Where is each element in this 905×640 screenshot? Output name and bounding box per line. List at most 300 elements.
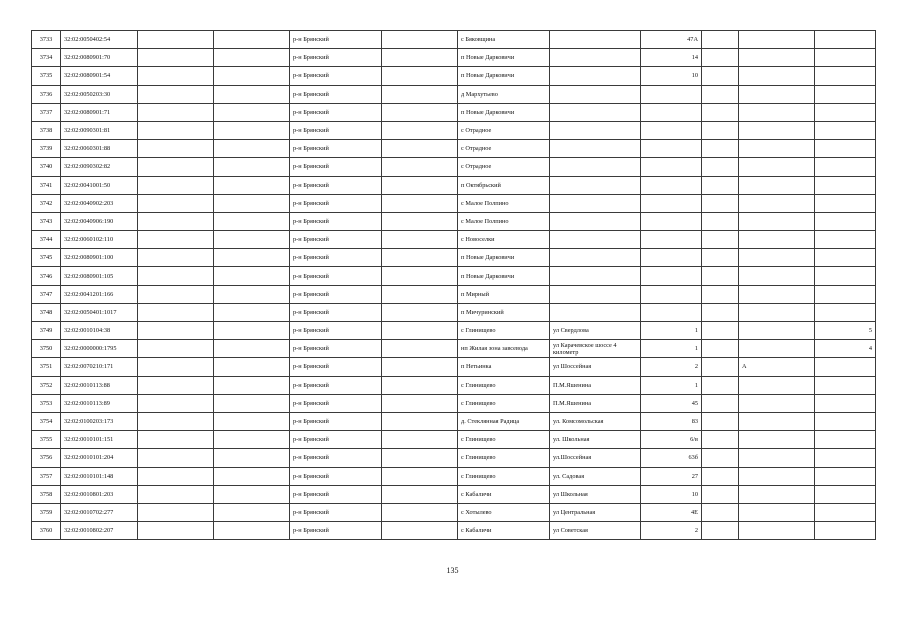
table-cell: 32:02:0010702:277: [61, 503, 138, 521]
table-cell: с Глинищево: [458, 394, 550, 412]
table-cell: 5: [815, 322, 876, 340]
table-cell: р-н Брянский: [290, 49, 382, 67]
table-cell: 32:02:0060102:110: [61, 231, 138, 249]
table-cell: [214, 67, 290, 85]
table-cell: д. Стеклянная Радица: [458, 412, 550, 430]
table-cell: 4Е: [641, 503, 702, 521]
table-cell: 3751: [32, 358, 61, 376]
table-cell: с Глинищево: [458, 449, 550, 467]
table-cell: [382, 322, 458, 340]
table-cell: р-н Брянский: [290, 376, 382, 394]
table-cell: д Мархутьево: [458, 85, 550, 103]
table-row: [32, 303, 876, 321]
table-row: [32, 340, 876, 358]
table-cell: [138, 431, 214, 449]
table-cell: [214, 449, 290, 467]
table-cell: р-н Брянский: [290, 449, 382, 467]
table-cell: 3754: [32, 412, 61, 430]
table-cell: 32:02:0000000:1795: [61, 340, 138, 358]
table-cell: [702, 358, 739, 376]
table-cell: [550, 194, 641, 212]
table-cell: [739, 212, 815, 230]
table-cell: 32:02:0010101:148: [61, 467, 138, 485]
table-cell: [815, 412, 876, 430]
table-cell: п Нетьинка: [458, 358, 550, 376]
table-row: [32, 176, 876, 194]
table-cell: [138, 67, 214, 85]
table-cell: [214, 394, 290, 412]
table-cell: [815, 231, 876, 249]
table-cell: [702, 485, 739, 503]
table-cell: [550, 285, 641, 303]
table-cell: п Новые Дарковичи: [458, 103, 550, 121]
table-cell: ул Карачевское шоссе 4 километр: [550, 340, 641, 358]
table-row: [32, 212, 876, 230]
table-cell: [138, 31, 214, 49]
table-cell: [138, 394, 214, 412]
table-cell: [739, 31, 815, 49]
table-cell: с Глинищево: [458, 467, 550, 485]
table-cell: [214, 522, 290, 540]
table-cell: [382, 103, 458, 121]
table-cell: [382, 285, 458, 303]
table-cell: ул Школьная: [550, 485, 641, 503]
table-cell: [815, 394, 876, 412]
table-cell: [739, 303, 815, 321]
table-cell: с Глинищево: [458, 376, 550, 394]
table-cell: р-н Брянский: [290, 522, 382, 540]
table-cell: 3742: [32, 194, 61, 212]
table-cell: 3736: [32, 85, 61, 103]
table-cell: р-н Брянский: [290, 31, 382, 49]
table-row: [32, 431, 876, 449]
table-cell: [550, 121, 641, 139]
table-cell: [702, 340, 739, 358]
table-cell: 3760: [32, 522, 61, 540]
table-cell: [382, 394, 458, 412]
table-cell: [641, 231, 702, 249]
table-cell: 32:02:0080901:70: [61, 49, 138, 67]
table-row: [32, 231, 876, 249]
table-cell: [739, 49, 815, 67]
table-cell: 1: [641, 376, 702, 394]
table-cell: [702, 449, 739, 467]
table-cell: 3743: [32, 212, 61, 230]
table-cell: [702, 231, 739, 249]
table-cell: 32:02:0050203:30: [61, 85, 138, 103]
table-cell: р-н Брянский: [290, 503, 382, 521]
table-cell: [214, 249, 290, 267]
table-cell: [815, 158, 876, 176]
table-cell: [739, 412, 815, 430]
table-cell: [138, 231, 214, 249]
table-cell: [739, 194, 815, 212]
table-cell: 3756: [32, 449, 61, 467]
table-cell: [739, 431, 815, 449]
table-cell: 32:02:0010113:88: [61, 376, 138, 394]
table-cell: [739, 249, 815, 267]
table-cell: [815, 503, 876, 521]
table-row: [32, 121, 876, 139]
table-cell: [214, 49, 290, 67]
table-cell: 83: [641, 412, 702, 430]
table-cell: 32:02:0010104:38: [61, 322, 138, 340]
table-row: [32, 467, 876, 485]
table-cell: [214, 412, 290, 430]
table-row: [32, 485, 876, 503]
table-cell: 32:02:0090301:81: [61, 121, 138, 139]
table-cell: [138, 285, 214, 303]
table-cell: [214, 121, 290, 139]
table-cell: с Хотылево: [458, 503, 550, 521]
table-cell: [382, 140, 458, 158]
table-cell: [702, 176, 739, 194]
table-cell: [550, 267, 641, 285]
table-cell: [815, 485, 876, 503]
table-cell: [702, 267, 739, 285]
table-cell: 3741: [32, 176, 61, 194]
table-cell: [702, 85, 739, 103]
table-cell: [815, 85, 876, 103]
table-cell: [641, 158, 702, 176]
table-cell: [815, 176, 876, 194]
table-cell: 32:02:0090302:82: [61, 158, 138, 176]
table-cell: [382, 431, 458, 449]
table-cell: [702, 49, 739, 67]
table-cell: с Кабаличи: [458, 522, 550, 540]
table-cell: [702, 376, 739, 394]
table-cell: р-н Брянский: [290, 140, 382, 158]
table-cell: [138, 376, 214, 394]
table-cell: 32:02:0070210:171: [61, 358, 138, 376]
table-cell: [138, 467, 214, 485]
table-cell: [382, 85, 458, 103]
table-cell: п Мичуринский: [458, 303, 550, 321]
table-cell: [815, 67, 876, 85]
table-cell: [702, 412, 739, 430]
table-cell: [138, 103, 214, 121]
table-cell: [138, 303, 214, 321]
table-cell: 32:02:0010802:207: [61, 522, 138, 540]
table-cell: с Отрадное: [458, 121, 550, 139]
table-cell: р-н Брянский: [290, 394, 382, 412]
table-cell: 32:02:0080901:71: [61, 103, 138, 121]
table-cell: с Кабаличи: [458, 485, 550, 503]
table-cell: ул. Школьная: [550, 431, 641, 449]
table-cell: [138, 158, 214, 176]
table-cell: [739, 267, 815, 285]
table-row: [32, 449, 876, 467]
table-cell: 32:02:0010101:151: [61, 431, 138, 449]
table-cell: [382, 303, 458, 321]
table-cell: 3745: [32, 249, 61, 267]
table-cell: 3755: [32, 431, 61, 449]
table-cell: р-н Брянский: [290, 485, 382, 503]
table-cell: 3738: [32, 121, 61, 139]
table-cell: [382, 212, 458, 230]
table-row: [32, 322, 876, 340]
table-cell: [214, 212, 290, 230]
table-cell: [214, 503, 290, 521]
table-cell: р-н Брянский: [290, 322, 382, 340]
table-cell: 47А: [641, 31, 702, 49]
table-cell: [739, 340, 815, 358]
table-cell: [138, 522, 214, 540]
table-cell: р-н Брянский: [290, 285, 382, 303]
table-cell: [739, 467, 815, 485]
table-cell: 3744: [32, 231, 61, 249]
table-cell: [815, 522, 876, 540]
table-cell: [739, 140, 815, 158]
table-cell: 3750: [32, 340, 61, 358]
table-cell: [815, 467, 876, 485]
table-cell: [138, 267, 214, 285]
table-cell: 3739: [32, 140, 61, 158]
table-cell: р-н Брянский: [290, 340, 382, 358]
table-cell: [214, 485, 290, 503]
table-cell: [550, 231, 641, 249]
table-cell: р-н Брянский: [290, 303, 382, 321]
table-cell: [815, 285, 876, 303]
table-cell: 1: [641, 340, 702, 358]
table-cell: [641, 249, 702, 267]
table-cell: 2: [641, 522, 702, 540]
table-cell: 6/в: [641, 431, 702, 449]
table-cell: [815, 376, 876, 394]
records-table: [31, 30, 876, 540]
table-row: [32, 49, 876, 67]
table-cell: [550, 158, 641, 176]
table-row: [32, 140, 876, 158]
table-cell: ул Свердлова: [550, 322, 641, 340]
table-cell: [702, 67, 739, 85]
table-cell: [815, 121, 876, 139]
table-row: [32, 412, 876, 430]
table-cell: [550, 140, 641, 158]
table-cell: [815, 267, 876, 285]
page-number: 135: [446, 566, 459, 575]
table-cell: [641, 121, 702, 139]
table-cell: 3759: [32, 503, 61, 521]
table-cell: [138, 85, 214, 103]
table-cell: 32:02:0041001:50: [61, 176, 138, 194]
table-cell: [382, 231, 458, 249]
table-cell: [550, 176, 641, 194]
table-cell: [641, 103, 702, 121]
table-cell: [550, 31, 641, 49]
table-cell: ул. Комсомольская: [550, 412, 641, 430]
table-cell: [214, 85, 290, 103]
table-cell: [739, 376, 815, 394]
table-cell: [138, 412, 214, 430]
table-cell: [214, 194, 290, 212]
table-cell: [138, 121, 214, 139]
table-cell: [214, 31, 290, 49]
table-cell: с Малое Полпино: [458, 194, 550, 212]
table-cell: [815, 31, 876, 49]
table-cell: [739, 85, 815, 103]
table-cell: [739, 285, 815, 303]
table-cell: [382, 158, 458, 176]
table-cell: р-н Брянский: [290, 103, 382, 121]
table-cell: [214, 376, 290, 394]
table-cell: р-н Брянский: [290, 249, 382, 267]
table-row: [32, 85, 876, 103]
table-cell: [815, 140, 876, 158]
table-cell: ул Шоссейная: [550, 358, 641, 376]
table-cell: [382, 340, 458, 358]
table-cell: 10: [641, 485, 702, 503]
table-cell: [382, 176, 458, 194]
table-cell: [138, 49, 214, 67]
table-cell: с Глинищево: [458, 322, 550, 340]
table-cell: [641, 212, 702, 230]
table-cell: с Отрадное: [458, 158, 550, 176]
table-cell: 3758: [32, 485, 61, 503]
table-row: [32, 376, 876, 394]
table-cell: р-н Брянский: [290, 194, 382, 212]
table-cell: с Бяковщина: [458, 31, 550, 49]
table-cell: [214, 158, 290, 176]
table-cell: 3757: [32, 467, 61, 485]
table-row: [32, 394, 876, 412]
table-cell: п Новые Дарковичи: [458, 67, 550, 85]
table-cell: [382, 49, 458, 67]
table-cell: [702, 212, 739, 230]
table-cell: [702, 249, 739, 267]
table-cell: А: [739, 358, 815, 376]
table-cell: 3740: [32, 158, 61, 176]
table-cell: [702, 303, 739, 321]
table-cell: [214, 285, 290, 303]
table-cell: [641, 85, 702, 103]
table-cell: [739, 121, 815, 139]
table-cell: 63б: [641, 449, 702, 467]
table-cell: [739, 522, 815, 540]
table-cell: [641, 194, 702, 212]
table-cell: [815, 358, 876, 376]
table-cell: 32:02:0080901:105: [61, 267, 138, 285]
table-cell: ул. Садовая: [550, 467, 641, 485]
table-cell: [382, 67, 458, 85]
table-cell: [382, 121, 458, 139]
table-cell: [382, 358, 458, 376]
table-cell: ул Советская: [550, 522, 641, 540]
table-cell: 32:02:0050402:54: [61, 31, 138, 49]
table-cell: [739, 158, 815, 176]
table-cell: [382, 249, 458, 267]
table-cell: р-н Брянский: [290, 121, 382, 139]
table-cell: [702, 158, 739, 176]
table-cell: [739, 449, 815, 467]
table-cell: р-н Брянский: [290, 158, 382, 176]
table-cell: [815, 431, 876, 449]
table-cell: [382, 503, 458, 521]
table-row: [32, 285, 876, 303]
table-cell: р-н Брянский: [290, 231, 382, 249]
table-row: [32, 249, 876, 267]
table-cell: [702, 467, 739, 485]
table-cell: п Мирный: [458, 285, 550, 303]
table-cell: [641, 140, 702, 158]
table-cell: [702, 140, 739, 158]
table-cell: [815, 49, 876, 67]
table-cell: с Отрадное: [458, 140, 550, 158]
table-cell: [138, 449, 214, 467]
table-cell: [138, 358, 214, 376]
table-cell: р-н Брянский: [290, 85, 382, 103]
table-cell: ул.Шоссейная: [550, 449, 641, 467]
table-row: [32, 158, 876, 176]
table-cell: [702, 322, 739, 340]
table-cell: 3746: [32, 267, 61, 285]
table-cell: [214, 267, 290, 285]
table-cell: с Малое Полпино: [458, 212, 550, 230]
table-cell: [550, 103, 641, 121]
table-cell: [739, 485, 815, 503]
table-cell: [739, 103, 815, 121]
table-row: [32, 522, 876, 540]
table-cell: 1: [641, 322, 702, 340]
table-cell: [382, 467, 458, 485]
table-cell: [214, 231, 290, 249]
table-cell: [702, 31, 739, 49]
table-cell: [702, 285, 739, 303]
table-cell: с Глинищево: [458, 431, 550, 449]
table-cell: 3737: [32, 103, 61, 121]
table-cell: [641, 176, 702, 194]
table-cell: 32:02:0060301:88: [61, 140, 138, 158]
table-cell: р-н Брянский: [290, 412, 382, 430]
table-cell: [702, 103, 739, 121]
table-cell: 32:02:0080901:54: [61, 67, 138, 85]
table-cell: р-н Брянский: [290, 212, 382, 230]
table-cell: 32:02:0040902:203: [61, 194, 138, 212]
table-cell: 14: [641, 49, 702, 67]
table-row: [32, 103, 876, 121]
table-cell: [739, 67, 815, 85]
table-cell: 32:02:0010801:203: [61, 485, 138, 503]
table-cell: [702, 503, 739, 521]
table-cell: [214, 303, 290, 321]
table-cell: 32:02:0010101:204: [61, 449, 138, 467]
table-cell: 32:02:0100203:173: [61, 412, 138, 430]
table-cell: [739, 176, 815, 194]
table-cell: 27: [641, 467, 702, 485]
table-cell: 3748: [32, 303, 61, 321]
table-cell: [739, 503, 815, 521]
table-row: [32, 267, 876, 285]
table-cell: р-н Брянский: [290, 267, 382, 285]
table-cell: 32:02:0041201:166: [61, 285, 138, 303]
table-cell: [214, 358, 290, 376]
table-cell: [382, 376, 458, 394]
table-cell: [138, 322, 214, 340]
table-cell: [382, 267, 458, 285]
table-cell: нп Жилая зона завсевода: [458, 340, 550, 358]
table-cell: [138, 140, 214, 158]
table-cell: [382, 194, 458, 212]
table-cell: 3752: [32, 376, 61, 394]
table-cell: р-н Брянский: [290, 431, 382, 449]
table-cell: 32:02:0010113:89: [61, 394, 138, 412]
table-cell: 3733: [32, 31, 61, 49]
table-cell: [550, 49, 641, 67]
table-cell: р-н Брянский: [290, 467, 382, 485]
table-cell: [214, 103, 290, 121]
table-cell: [550, 212, 641, 230]
table-row: [32, 503, 876, 521]
